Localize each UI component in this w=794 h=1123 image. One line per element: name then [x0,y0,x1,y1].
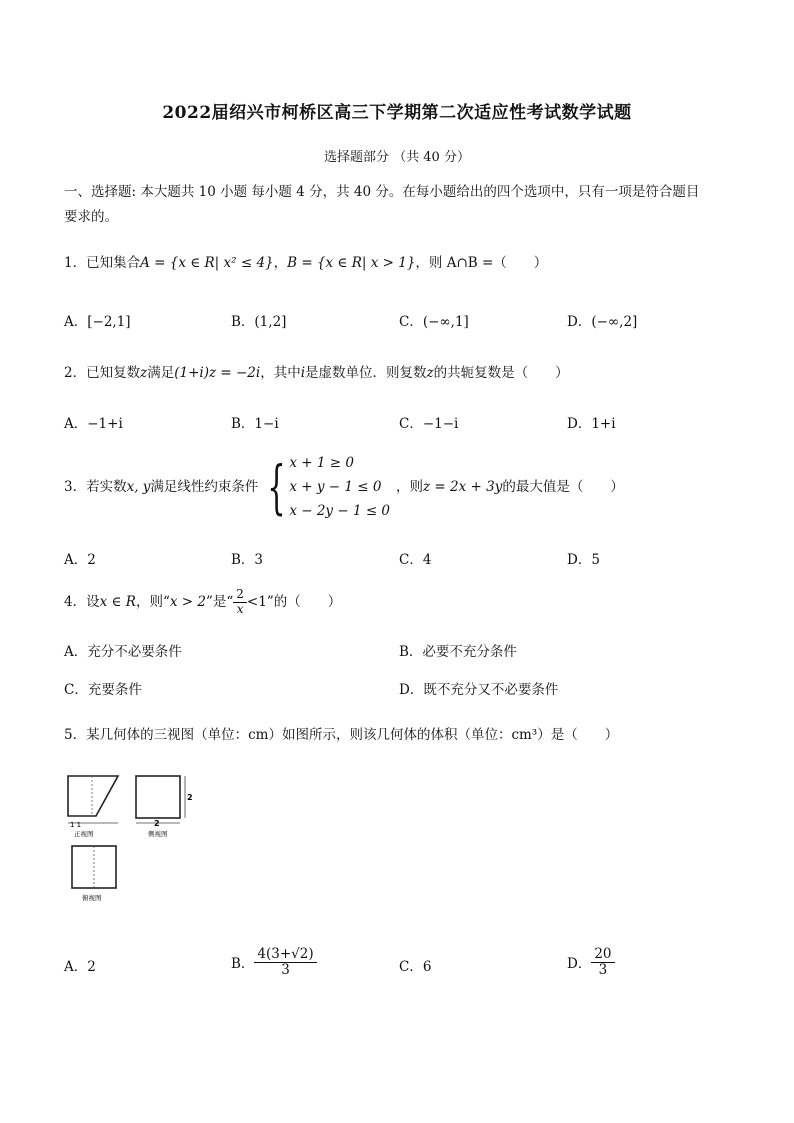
three-view-figure [64,772,192,910]
q4-stem-mid1: ，则“ [135,594,170,610]
q2-stem-mid1: 满足 [147,365,175,381]
q2-stem-start: 2．已知复数 [64,365,141,381]
q1-option-a: A．[−2,1] [64,314,131,330]
q4-condition: x ∈ R [99,594,136,610]
front-view-shape [68,776,118,816]
q4-option-d: D．既不充分又不必要条件 [399,682,559,698]
q3-constraint-system [258,453,390,521]
q4-q-tail: <1 [246,594,267,610]
q3-constraint-2: x + y − 1 ≤ 0 [289,479,382,495]
q2-option-b: B．1−i [231,416,279,432]
q5-option-b-den: 3 [281,961,290,978]
q5-option-b-fraction [254,947,316,978]
q1-option-c: C．(−∞,1] [399,314,469,330]
q3-objective: z = 2x + 3y [423,479,503,495]
section-subtitle: 选择题部分 （共 40 分） [324,150,470,165]
q3-option-a: A．2 [64,552,96,568]
left-brace-icon: { [267,453,287,521]
q4-fraction [233,588,247,615]
q2-var-z: z [140,365,148,381]
q4-stem-end: ”的（ ） [266,594,342,610]
three-view-drawing [64,772,192,910]
top-view-caption: 俯视图 [82,894,102,902]
q5-option-a: A．2 [64,959,96,975]
q5-option-b [231,940,317,984]
front-view-caption: 正视图 [74,830,94,838]
q2-equation: (1+i)z = −2i [174,365,261,381]
q1-option-d: D．(−∞,2] [567,314,638,330]
q2-option-c: C．−1−i [399,416,459,432]
q5-option-d-label: D． [567,956,592,972]
q5-option-d-fraction [591,947,614,978]
q5-option-d-num: 20 [591,947,614,963]
q3-vars: x, y [126,479,151,495]
q4-frac-num: 2 [233,588,247,602]
q4-option-b: B．必要不充分条件 [399,644,517,660]
q4-frac-den: x [236,601,244,616]
q2-option-a: A．−1+i [64,416,123,432]
side-view-caption: 侧视图 [148,830,168,838]
q5-option-c: C．6 [399,959,432,975]
q4-option-a: A．充分不必要条件 [64,644,182,660]
q5-option-d-den: 3 [598,961,608,978]
q1-stem-end: ，则 A∩B =（ ） [415,255,548,271]
q1-set-a: A = {x ∈ R| x² ≤ 4} [140,255,274,271]
front-view-dims: 1 1 [70,821,82,829]
question-2-stem [64,363,569,383]
q2-var-i: i [300,365,306,381]
question-5-stem: 5．某几何体的三视图（单位：cm）如图所示，则该几何体的体积（单位：cm³）是（ ） [64,727,619,743]
q5-option-b-label: B． [231,956,255,972]
q1-set-b: B = {x ∈ R| x > 1} [287,255,416,271]
q3-stem-mid: 满足线性约束条件 [150,479,259,495]
q4-p: x > 2 [169,594,206,610]
q3-option-b: B．3 [231,552,264,568]
q2-stem-mid2: ，其中 [260,365,301,381]
question-3-stem [64,452,624,522]
q3-constraint-1: x + 1 ≥ 0 [289,455,354,471]
q2-var-z-2: z [426,365,434,381]
q2-option-d: D．1+i [567,416,616,432]
q2-stem-end: 的共轭复数是（ ） [433,365,569,381]
q2-stem-mid3: 是虚数单位．则复数 [305,365,427,381]
side-view-width: 2 [154,819,160,828]
q4-stem-mid2: ”是“ [205,594,234,610]
q3-stem-end: 的最大值是（ ） [502,479,624,495]
q5-option-d [567,940,615,984]
q3-constraint-3: x − 2y − 1 ≤ 0 [289,503,391,519]
q4-stem-start: 4．设 [64,594,100,610]
side-view-shape [136,776,180,818]
q1-separator: ， [273,255,288,271]
question-1-stem [64,253,547,273]
section-instructions-line1: 一、选择题: 本大题共 10 小题 每小题 4 分，共 40 分。在每小题给出的四个选项中，只有一项是符合题目 [64,184,700,200]
q3-stem-start: 3．若实数 [64,479,127,495]
q5-option-b-num: 4(3+√2) [254,947,316,963]
section-instructions-line2: 要求的。 [64,209,118,225]
q4-option-c: C．充要条件 [64,682,142,698]
q1-option-b: B．(1,2] [231,314,287,330]
side-view-height: 2 [187,793,193,802]
q3-option-d: D．5 [567,552,600,568]
q3-stem-then: ，则 [396,479,424,495]
q1-stem-start: 1．已知集合 [64,255,141,271]
page-title: 2022届绍兴市柯桥区高三下学期第二次适应性考试数学试题 [162,103,632,123]
question-4-stem [64,582,341,622]
q3-option-c: C．4 [399,552,432,568]
